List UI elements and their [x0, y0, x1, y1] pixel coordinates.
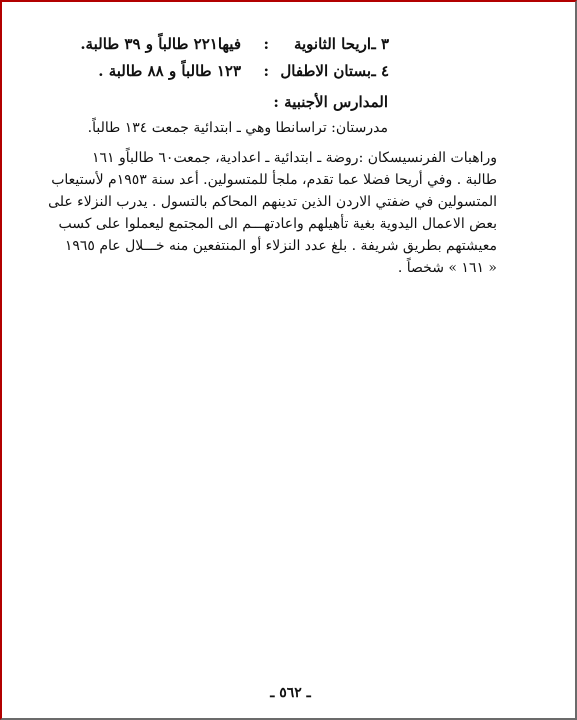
list-item-number: ٣ ـ	[371, 35, 389, 53]
list-item	[80, 35, 389, 59]
paragraph-text: مدرستان: تراسانطا وهي ـ ابتدائية جمعت ١٣٤ طالباً.	[87, 120, 388, 136]
list-item-number: ٤ ـ	[371, 62, 389, 80]
list-item-name: بستان الاطفال	[280, 62, 371, 80]
list-item-detail: ١٢٣ طالباً و ٨٨ طالبة .	[98, 62, 241, 80]
paragraph-line: معيشتهم بطريق شريفة . بلغ عدد النزلاء أو المنتفعين منه خـــلال عام ١٩٦٥	[64, 238, 497, 254]
paragraph-line: « ١٦١ » شخصاً .	[397, 260, 497, 276]
list-item-colon: :	[263, 35, 269, 53]
paragraph-line: طالبة . وفي أريحا فضلا عما تقدم، ملجأ للمتسولين. أعد سنة ١٩٥٣م لأستيعاب	[51, 172, 497, 188]
paragraph-line: بعض الاعمال اليدوية بغية تأهيلهم واعادتهـــم الى المجتمع ليعملوا على كسب	[58, 216, 497, 232]
paragraph-line: المتسولين في ضفتي الاردن الذين تدينهم المحاكم بالتسول . يدرب النزلاء على	[48, 194, 497, 210]
paragraph-line: وراهبات الفرنسيسكان :روضة ـ ابتدائية ـ اعدادية، جمعت٦٠ طالباًو ١٦١	[92, 150, 497, 166]
list-item-colon: :	[263, 62, 269, 80]
section-heading: المدارس الأجنبية :	[273, 93, 388, 111]
list-item	[89, 62, 389, 86]
list-item-detail: فيها٢٢١ طالباً و ٣٩ طالبة.	[80, 35, 241, 53]
paragraph-text-block	[48, 147, 497, 279]
list-item-name: اريحا الثانوية	[293, 35, 371, 53]
page-number: ـ ٥٦٢ ـ	[270, 685, 311, 701]
